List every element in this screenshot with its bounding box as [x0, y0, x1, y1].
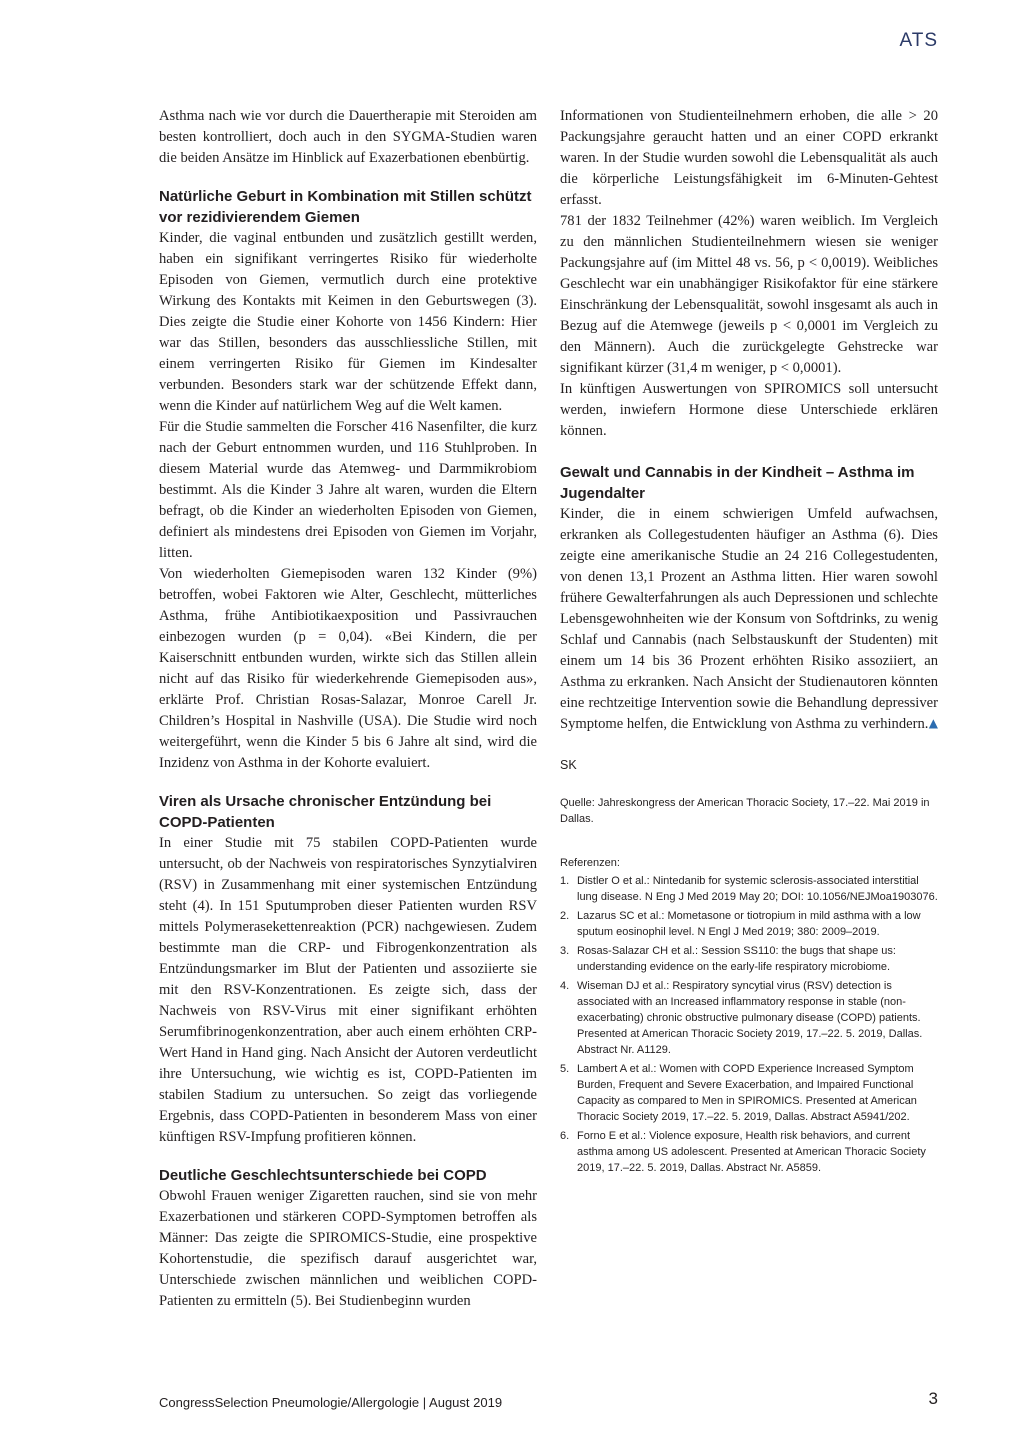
- reference-number: 2.: [560, 910, 570, 922]
- footer-publication: CongressSelection Pneumologie/Allergologie | August 2019: [159, 1395, 503, 1410]
- paragraph: Informationen von Studienteilnehmern erhoben, die alle > 20 Packungsjahre geraucht hatten und an einer COPD erkrankt waren. In der Studie wurden sowohl die Lebensqualität als auch die körperliche Leistungsfähigkeit im 6-Minuten-Gehtest erfasst.: [560, 108, 938, 208]
- references-list: [560, 873, 938, 1176]
- source-note: Quelle: Jahreskongress der American Thoracic Society, 17.–22. Mai 2019 in Dallas.: [560, 797, 930, 825]
- reference-text: Lambert A et al.: Women with COPD Experience Increased Symptom Burden, Frequent and Severe Exacerbation, and Impaired Functional Capacity as compared to Men in SPIROMICS. Presented at American Thoracic Society 2019, 17.–22. 5. 2019, Dallas. Abstract A5941/202.: [577, 1063, 917, 1123]
- reference-item: [560, 1061, 938, 1125]
- paragraph: Von wiederholten Giemepisoden waren 132 Kinder (9%) betroffen, wobei Faktoren wie Alter, Geschlecht, mütterliches Asthma, frühe Antibiotikaexposition und Passivrauchen einbezogen wurden (p = 0,04). «Bei Kindern, die per Kaiserschnitt entbunden wurden, wirkte sich das Stillen allein nicht auf das Risiko für wiederkehrende Giemepisoden aus», erklärte Prof. Christian Rosas-Salazar, Monroe Carell Jr. Children’s Hospital in Nashville (USA). Die Studie wird noch weitergeführt, wenn die Kinder 5 bis 6 Jahre alt sind, wird die Inzidenz von Asthma in der Kohorte evaluiert.: [159, 566, 537, 771]
- reference-text: Wiseman DJ et al.: Respiratory syncytial virus (RSV) detection is associated with an Increased inflammatory response in stable (non-exacerbating) chronic obstructive pulmonary disease (COPD) patients. Presented at American Thoracic Society 2019, 17.–22. 5. 2019, Dallas. Abstract Nr. A1129.: [577, 980, 923, 1056]
- section-heading-sex-differences: Deutliche Geschlechtsunterschiede bei COPD: [159, 1167, 487, 1184]
- paragraph: 781 der 1832 Teilnehmer (42%) waren weiblich. Im Vergleich zu den männlichen Studienteilnehmern wiesen sie weniger Packungsjahre auf (im Mittel 48 vs. 56, p < 0,0019). Weibliches Geschlecht war ein unabhängiger Risikofaktor für eine stärkere Einschränkung der Lebensqualität, sowohl insgesamt als auch in Bezug auf die Atemwege (jeweils p < 0,0001 im Vergleich zu den Männern). Auch die zurückgelegte Gehstrecke war signifikant kürzer (31,4 m weniger, p < 0,0001).: [560, 213, 938, 376]
- reference-number: 3.: [560, 945, 570, 957]
- left-column: [159, 106, 537, 1312]
- paragraph: Obwohl Frauen weniger Zigaretten rauchen, sind sie von mehr Exazerbationen und stärkeren COPD-Symptomen betroffen als Männer: Das zeigte die SPIROMICS-Studie, eine prospektive Kohortenstudie, die spezifisch darauf ausgerichtet war, Unterschiede zwischen männlichen und weiblichen COPD-Patienten zu ermitteln (5). Bei Studienbeginn wurden: [159, 1188, 537, 1309]
- reference-item: [560, 978, 938, 1058]
- paragraph: In einer Studie mit 75 stabilen COPD-Patienten wurde untersucht, ob der Nachweis von respiratorisches Synzytialviren (RSV) in Zusammenhang mit einer systemischen Entzündung steht (4). In 151 Sputumproben dieser Patienten wurden RSV mittels Polymerasekettenreaktion (PCR) nachgewiesen. Zudem bestimmte man die CRP- und Fibrogenkonzentration als Entzündungsmarker im Blut der Patienten und assoziierte sie mit den RSV-Konzentrationen. Es zeigte sich, dass der Nachweis von RSV-Virus mit einer signifikant erhöhten Serumfibrinogenkonzentration, aber auch einem erhöhten CRP-Wert Hand in Hand ging. Nach Ansicht der Autoren verdeutlicht ihre Untersuchung, wie wichtig es ist, COPD-Patienten im stabilen Stadium zu untersuchen. So zeigt das vorliegende Ergebnis, dass COPD-Patienten in besonderem Mass von einer künftigen RSV-Impfung profitieren können.: [159, 835, 537, 1145]
- references-label: Referenzen:: [560, 857, 620, 869]
- intro-paragraph: Asthma nach wie vor durch die Dauertherapie mit Steroiden am besten kontrolliert, doch auch in den SYGMA-Studien waren die beiden Ansätze im Hinblick auf Exazerbationen ebenbürtig.: [159, 108, 537, 166]
- reference-number: 5.: [560, 1063, 570, 1075]
- article-end-triangle-icon: ▲: [928, 716, 938, 730]
- right-column: [560, 106, 938, 1179]
- final-paragraph-block: [560, 504, 938, 735]
- reference-text: Lazarus SC et al.: Mometasone or tiotropium in mild asthma with a low sputum eosinophil level. N Engl J Med 2019; 380: 2009–2019.: [577, 910, 921, 938]
- reference-item: [560, 908, 938, 940]
- section-heading-viruses-copd: Viren als Ursache chronischer Entzündung bei COPD-Patienten: [159, 793, 492, 831]
- paragraph: Kinder, die in einem schwierigen Umfeld aufwachsen, erkranken als Collegestudenten häufiger an Asthma (6). Dies zeigte eine amerikanische Studie an 24 216 Collegestudenten, von denen 13,1 Prozent an Asthma litten. Hier waren sowohl frühere Gewalterfahrungen als auch Depressionen und schlechte Lebensgewohnheiten wie der Konsum von Softdrinks, zu wenig Schlaf und Cannabis (nach Selbstauskunft der Studenten) mit einem um 14 bis 36 Prozent erhöhten Risiko assoziiert, an Asthma zu erkranken. Nach Ansicht der Studienautoren könnten eine rechtzeitige Intervention sowie die Behandlung depressiver Symptome helfen, die Entwicklung von Asthma zu verhindern.: [560, 506, 938, 732]
- reference-text: Rosas-Salazar CH et al.: Session SS110: the bugs that shape us: understanding evidence on the early-life respiratory microbiome.: [577, 945, 896, 973]
- paragraph: Für die Studie sammelten die Forscher 416 Nasenfilter, die kurz nach der Geburt entnommen wurden, und 116 Stuhlproben. In diesem Material wurde das Atemweg- und Darmmikrobiom bestimmt. Als die Kinder 3 Jahre alt waren, wurden die Eltern befragt, ob die Kinder an wiederholten Episoden von Giemen, definiert als mindestens drei Episoden von Giemen im Vorjahr, litten.: [159, 419, 537, 561]
- page-number: 3: [928, 1389, 938, 1408]
- section-tag: ATS: [899, 30, 938, 51]
- reference-text: Forno E et al.: Violence exposure, Health risk behaviors, and current asthma among US adolescent. Presented at American Thoracic Society 2019, 17.–22. 5. 2019, Dallas. Abstract Nr. A5859.: [577, 1130, 926, 1174]
- section-heading-violence-cannabis: Gewalt und Cannabis in der Kindheit – Asthma im Jugendalter: [560, 464, 915, 502]
- section-heading-birth-breastfeeding: Natürliche Geburt in Kombination mit Stillen schützt vor rezidivierendem Giemen: [159, 188, 532, 226]
- paragraph: In künftigen Auswertungen von SPIROMICS soll untersucht werden, inwiefern Hormone diese Unterschiede erklären können.: [560, 381, 938, 439]
- reference-number: 1.: [560, 875, 570, 887]
- reference-text: Distler O et al.: Nintedanib for systemic sclerosis-associated interstitial lung disease. N Eng J Med 2019 May 20; DOI: 10.1056/NEJMoa1903076.: [577, 875, 938, 903]
- paragraph: Kinder, die vaginal entbunden und zusätzlich gestillt werden, haben ein signifikant verringertes Risiko für wiederholte Episoden von Giemen, vermutlich durch eine protektive Wirkung des Kontakts mit Keimen in den Geburtswegen (3). Dies zeigte die Studie einer Kohorte von 1456 Kindern: Hier war das Stillen, besonders das ausschliessliche Stillen, mit einem verringerten Risiko für Giemen im Kindesalter verbunden. Besonders stark war der schützende Effekt dann, wenn die Kinder auf natürlichem Weg auf die Welt kamen.: [159, 230, 537, 414]
- reference-number: 4.: [560, 980, 570, 992]
- reference-item: [560, 873, 938, 905]
- reference-item: [560, 1128, 938, 1176]
- author-initials: SK: [560, 758, 577, 772]
- reference-number: 6.: [560, 1130, 570, 1142]
- reference-item: [560, 943, 938, 975]
